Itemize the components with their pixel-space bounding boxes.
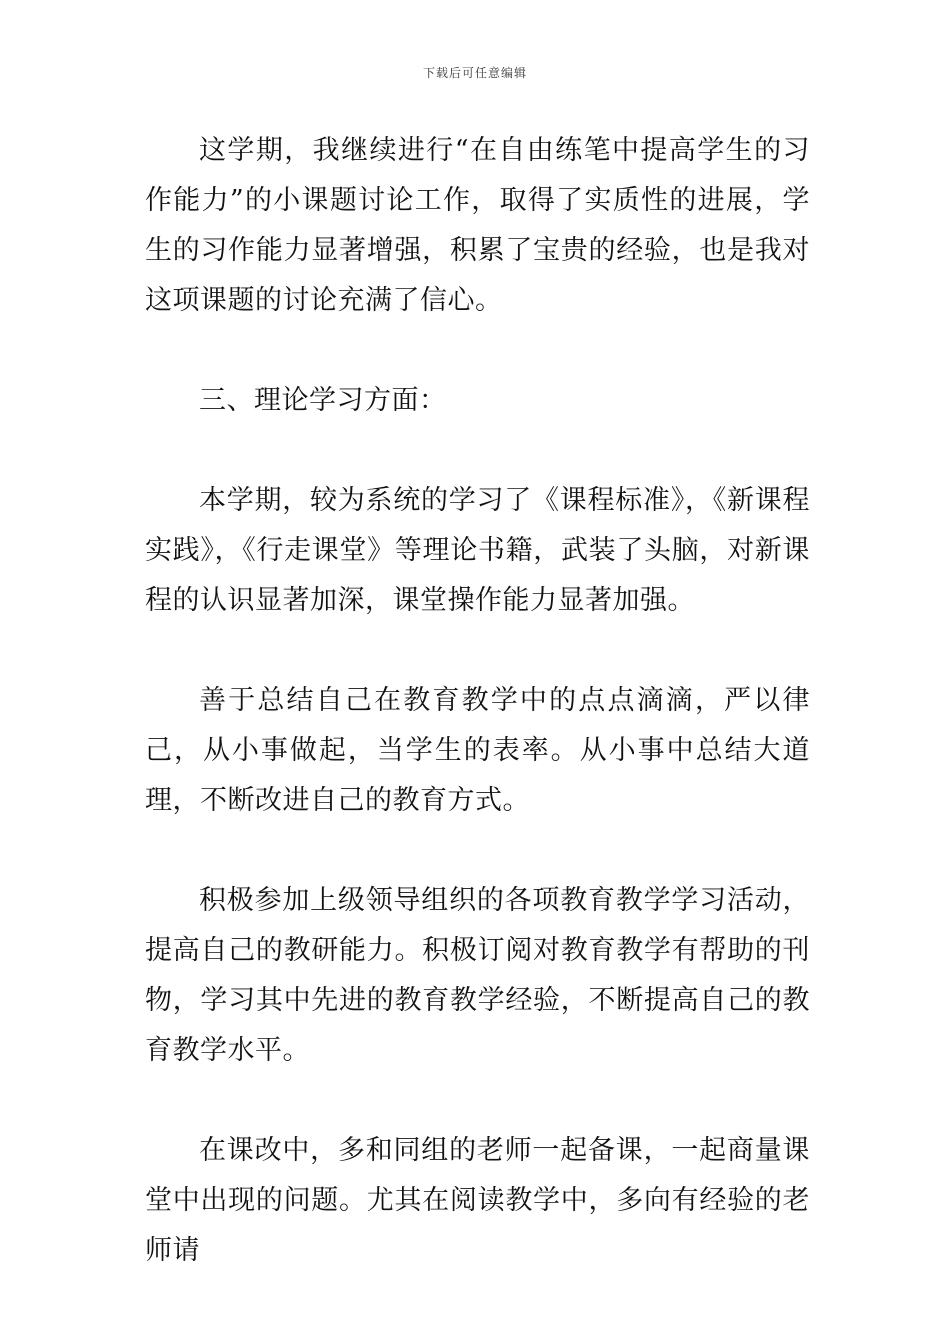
paragraph-spacer (145, 826, 810, 876)
page-header: 下载后可任意编辑 (422, 66, 527, 80)
paragraph-spacer (145, 1076, 810, 1126)
document-body (145, 126, 810, 1276)
paragraph-curriculum-reform: 在课改中，多和同组的老师一起备课，一起商量课堂中出现的问题。尤其在阅读教学中，多向有经验的老师请 (145, 1135, 810, 1266)
paragraph-spacer (145, 426, 810, 476)
paragraph-theory-books: 本学期，较为系统的学习了《课程标准》，《新课程实践》，《行走课堂》等理论书籍，武装了头脑，对新课程的认识显著加深，课堂操作能力显著加强。 (145, 485, 810, 616)
paragraph-spacer (145, 626, 810, 676)
section-heading-theory-study: 三、理论学习方面： (199, 385, 447, 416)
paragraph-spacer (145, 326, 810, 376)
paragraph-teaching-activities: 积极参加上级领导组织的各项教育教学学习活动，提高自己的教研能力。积极订阅对教育教学有帮助的刊物，学习其中先进的教育教学经验，不断提高自己的教育教学水平。 (145, 885, 810, 1066)
paragraph-self-reflection: 善于总结自己在教育教学中的点点滴滴，严以律己，从小事做起，当学生的表率。从小事中总结大道理，不断改进自己的教育方式。 (145, 685, 810, 816)
paragraph-research-progress: 这学期，我继续进行“在自由练笔中提高学生的习作能力”的小课题讨论工作，取得了实质性的进展，学生的习作能力显著增强，积累了宝贵的经验，也是我对这项课题的讨论充满了信心。 (145, 135, 810, 316)
